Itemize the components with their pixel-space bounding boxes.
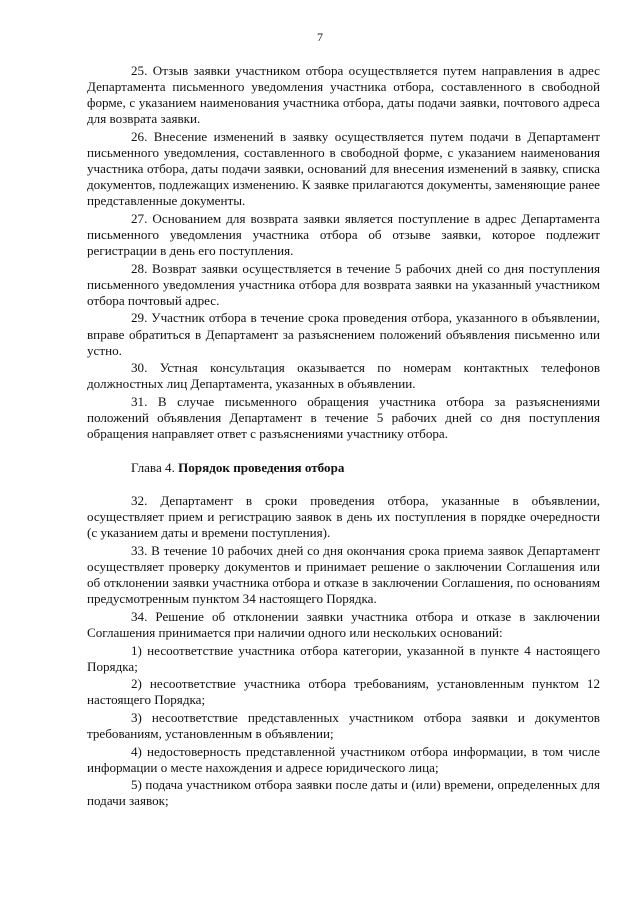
- list-item-5: 5) подача участником отбора заявки после даты и (или) времени, определенных для подачи заявок;: [87, 777, 600, 809]
- chapter-prefix: Глава 4.: [131, 460, 179, 476]
- list-item-3: 3) несоответствие представленных участником отбора заявки и документов требованиям, установленным в объявлении;: [87, 709, 600, 742]
- paragraph-25: 25. Отзыв заявки участником отбора осуществляется путем направления в адрес Департамента письменного уведомления участника отбора, составленного в свободной форме, с указанием наименования участника отбора, даты подачи заявки, почтового адреса для возврата заявки.: [87, 63, 600, 127]
- page-number: 7: [317, 30, 323, 44]
- chapter-heading: [87, 460, 600, 476]
- paragraph-27: 27. Основанием для возврата заявки является поступление в адрес Департамента письменного уведомления участника отбора об отзыве заявки, которое подлежит регистрации в день его поступления.: [87, 210, 600, 259]
- paragraph-32: 32. Департамент в сроки проведения отбора, указанные в объявлении, осуществляет прием и регистрацию заявок в день их поступления в порядке очередности (с указанием даты и времени поступления).: [87, 493, 600, 541]
- paragraph-34: 34. Решение об отклонении заявки участника отбора и отказе в заключении Соглашения принимается при наличии одного или нескольких оснований:: [87, 608, 600, 640]
- paragraph-31: 31. В случае письменного обращения участника отбора за разъяснениями положений объявления Департамент в течение 5 рабочих дней со дня поступления обращения направляет ответ с разъяснениями участнику отбора.: [87, 393, 600, 442]
- paragraph-30: 30. Устная консультация оказывается по номерам контактных телефонов должностных лиц Департамента, указанных в объявлении.: [87, 360, 600, 392]
- paragraph-29: 29. Участник отбора в течение срока проведения отбора, указанного в объявлении, вправе обратиться в Департамент за разъяснением положений объявления письменно или устно.: [87, 310, 600, 358]
- list-item-1: 1) несоответствие участника отбора категории, указанной в пункте 4 настоящего Порядка;: [87, 642, 600, 674]
- document-body: [87, 63, 600, 811]
- paragraph-26: 26. Внесение изменений в заявку осуществляется путем подачи в Департамент письменного уведомления, составленного в свободной форме, с указанием наименования участника отбора, даты подачи заявки, оснований для внесения изменений в заявку, списка документов, подлежащих изменению. К заявке прилагаются документы, заменяющие ранее представленные документы.: [87, 128, 600, 209]
- chapter-title: Порядок проведения отбора: [178, 460, 345, 476]
- paragraph-28: 28. Возврат заявки осуществляется в течение 5 рабочих дней со дня поступления письменного уведомления участника отбора для возврата заявки на указанный участником отбора почтовый адрес.: [87, 260, 600, 308]
- paragraph-33: 33. В течение 10 рабочих дней со дня окончания срока приема заявок Департамент осуществляет проверку документов и принимает решение о заключении Соглашения или об отклонении заявки участника отбора и отказе в заключении Соглашения, по основаниям предусмотренным пунктом 34 настоящего Порядка.: [87, 543, 600, 607]
- list-item-2: 2) несоответствие участника отбора требованиям, установленным пунктом 12 настоящего Порядка;: [87, 676, 600, 708]
- list-item-4: 4) недостоверность представленной участником отбора информации, в том числе информации о месте нахождения и адресе юридического лица;: [87, 743, 600, 775]
